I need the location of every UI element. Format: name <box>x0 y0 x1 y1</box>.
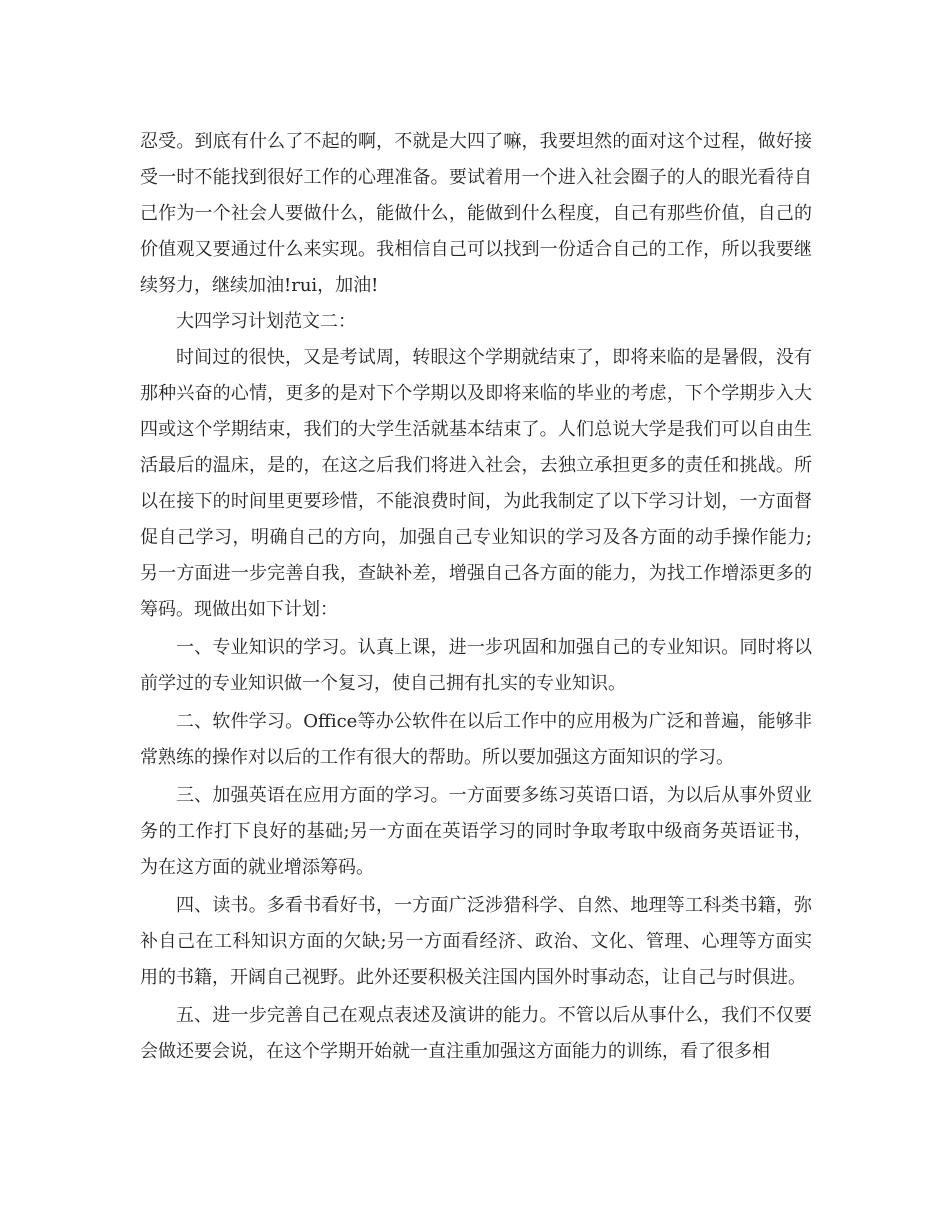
paragraph-continuation: 忍受。到底有什么了不起的啊，不就是大四了嘛，我要坦然的面对这个过程，做好接受一时不能找到很好工作的心理准备。要试着用一个进入社会圈子的人的眼光看待自己作为一个社会人要做什么，能做什么，能做到什么程度，自己有那些价值，自己的价值观又要通过什么来实现。我相信自己可以找到一份适合自己的工作，所以我要继续努力，继续加油!rui，加油! <box>140 131 812 296</box>
paragraph-item-2: 二、软件学习。Office等办公软件在以后工作中的应用极为广泛和普遍，能够非常熟练的操作对以后的工作有很大的帮助。所以要加强这方面知识的学习。 <box>140 711 812 768</box>
section-heading: 大四学习计划范文二： <box>176 311 356 332</box>
document-body <box>140 124 812 1070</box>
paragraph-item-3: 三、加强英语在应用方面的学习。一方面要多练习英语口语，为以后从事外贸业务的工作打下良好的基础;另一方面在英语学习的同时争取考取中级商务英语证书，为在这方面的就业增添筹码。 <box>140 785 812 878</box>
paragraph-item-1: 一、专业知识的学习。认真上课，进一步巩固和加强自己的专业知识。同时将以前学过的专业知识做一个复习，使自己拥有扎实的专业知识。 <box>140 637 812 694</box>
paragraph-item-4: 四、读书。多看书看好书，一方面广泛涉猎科学、自然、地理等工科类书籍，弥补自己在工科知识方面的欠缺;另一方面看经济、政治、文化、管理、心理等方面实用的书籍，开阔自己视野。此外还要积极关注国内国外时事动态，让自己与时俱进。 <box>140 895 812 988</box>
paragraph-intro: 时间过的很快，又是考试周，转眼这个学期就结束了，即将来临的是暑假，没有那种兴奋的心情，更多的是对下个学期以及即将来临的毕业的考虑，下个学期步入大四或这个学期结束，我们的大学生活就基本结束了。人们总说大学是我们可以自由生活最后的温床，是的，在这之后我们将进入社会，去独立承担更多的责任和挑战。所以在接下的时间里更要珍惜，不能浪费时间，为此我制定了以下学习计划，一方面督促自己学习，明确自己的方向，加强自己专业知识的学习及各方面的动手操作能力;另一方面进一步完善自我，查缺补差，增强自己各方面的能力，为找工作增添更多的筹码。现做出如下计划： <box>140 347 812 620</box>
paragraph-item-5: 五、进一步完善自己在观点表述及演讲的能力。不管以后从事什么，我们不仅要会做还要会说，在这个学期开始就一直注重加强这方面能力的训练，看了很多相 <box>140 1005 812 1062</box>
